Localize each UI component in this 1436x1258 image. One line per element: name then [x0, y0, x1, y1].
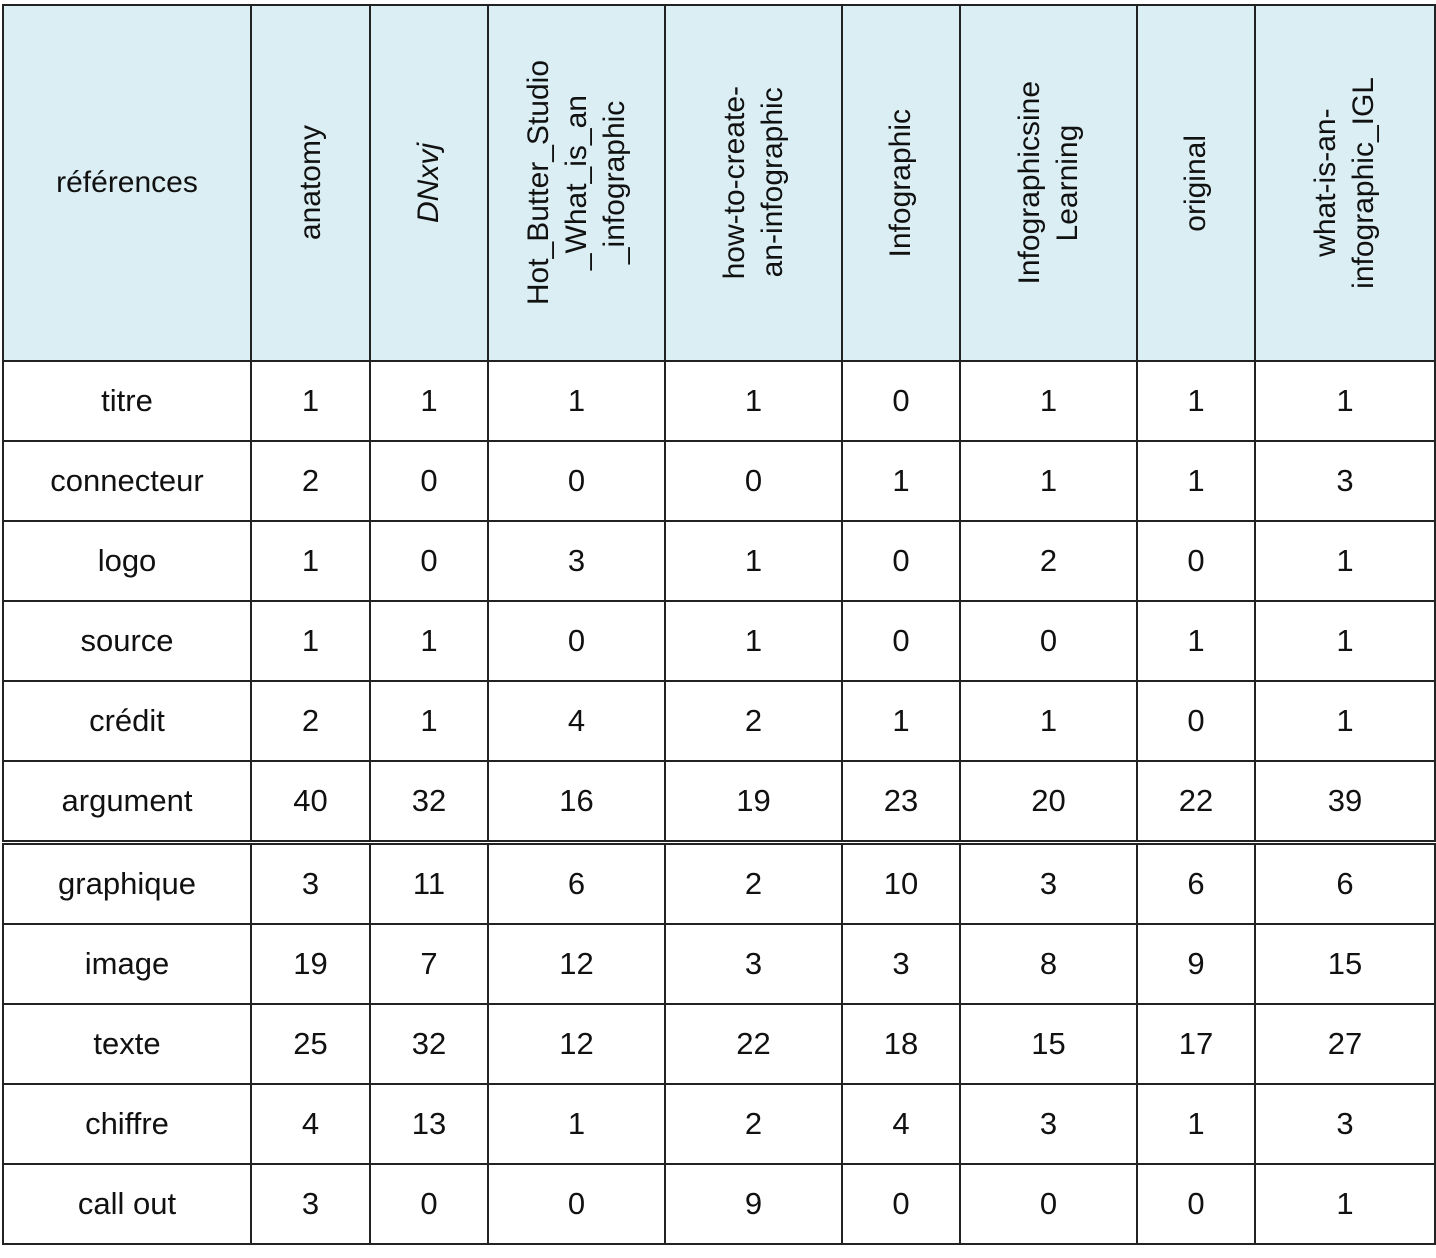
column-header-wrapper: [371, 6, 487, 360]
row-label: connecteur: [3, 441, 251, 521]
table-cell: 0: [960, 601, 1137, 681]
table-cell: 0: [960, 1164, 1137, 1244]
references-table: [2, 4, 1436, 1245]
table-cell: 1: [251, 361, 370, 441]
table-row: [3, 761, 1435, 843]
table-cell: 1: [665, 521, 842, 601]
table-cell: 3: [251, 1164, 370, 1244]
row-label: logo: [3, 521, 251, 601]
table-cell: 1: [1255, 1164, 1435, 1244]
table-cell: 2: [665, 681, 842, 761]
row-label: texte: [3, 1004, 251, 1084]
table-cell: 0: [370, 441, 488, 521]
table-cell: 1: [1137, 601, 1255, 681]
header-row: [3, 5, 1435, 361]
table-cell: 19: [251, 924, 370, 1004]
column-header: [488, 5, 665, 361]
table-cell: 15: [960, 1004, 1137, 1084]
table-cell: 12: [488, 924, 665, 1004]
table-cell: 1: [1255, 361, 1435, 441]
table-cell: 3: [1255, 1084, 1435, 1164]
table-cell: 0: [488, 1164, 665, 1244]
table-cell: 19: [665, 761, 842, 843]
table-cell: 1: [960, 441, 1137, 521]
table-cell: 1: [251, 521, 370, 601]
table-cell: 4: [842, 1084, 960, 1164]
column-header: [370, 5, 488, 361]
table-cell: 6: [1137, 843, 1255, 925]
column-header: [960, 5, 1137, 361]
column-header-label: anatomy: [293, 125, 327, 241]
table-cell: 0: [665, 441, 842, 521]
table-cell: 4: [488, 681, 665, 761]
row-label: titre: [3, 361, 251, 441]
table-cell: 1: [370, 601, 488, 681]
table-cell: 0: [842, 1164, 960, 1244]
table-cell: 2: [665, 843, 842, 925]
table-cell: 18: [842, 1004, 960, 1084]
table-cell: 39: [1255, 761, 1435, 843]
row-label: chiffre: [3, 1084, 251, 1164]
table-cell: 1: [370, 361, 488, 441]
table-cell: 1: [370, 681, 488, 761]
table-cell: 1: [1255, 521, 1435, 601]
table-cell: 9: [1137, 924, 1255, 1004]
table-cell: 0: [1137, 681, 1255, 761]
column-header: [251, 5, 370, 361]
column-header-wrapper: [1256, 6, 1434, 360]
table-row: [3, 924, 1435, 1004]
row-label: crédit: [3, 681, 251, 761]
table-cell: 3: [960, 843, 1137, 925]
column-header-wrapper: [961, 6, 1136, 360]
table-cell: 0: [488, 601, 665, 681]
corner-header: références: [3, 5, 251, 361]
table-cell: 17: [1137, 1004, 1255, 1084]
column-header-wrapper: [666, 6, 841, 360]
table-row: [3, 601, 1435, 681]
table-cell: 7: [370, 924, 488, 1004]
table-cell: 1: [1137, 441, 1255, 521]
table-cell: 27: [1255, 1004, 1435, 1084]
table-body: [3, 361, 1435, 1244]
column-header-wrapper: [489, 6, 664, 360]
column-header: [1137, 5, 1255, 361]
table-cell: 3: [251, 843, 370, 925]
table-cell: 3: [665, 924, 842, 1004]
table-cell: 0: [370, 521, 488, 601]
table-cell: 6: [488, 843, 665, 925]
table-cell: 0: [370, 1164, 488, 1244]
table-row: [3, 1084, 1435, 1164]
column-header-label: how-to-create- an-infographic: [717, 86, 789, 280]
table-row: [3, 441, 1435, 521]
table-cell: 22: [665, 1004, 842, 1084]
column-header-wrapper: [1138, 6, 1254, 360]
table-cell: 2: [665, 1084, 842, 1164]
column-header: [665, 5, 842, 361]
table-cell: 32: [370, 1004, 488, 1084]
table-row: [3, 681, 1435, 761]
table-cell: 4: [251, 1084, 370, 1164]
table-cell: 1: [842, 441, 960, 521]
table-cell: 3: [488, 521, 665, 601]
row-label: argument: [3, 761, 251, 843]
column-header-label: Infographic: [884, 108, 917, 258]
table-cell: 15: [1255, 924, 1435, 1004]
column-header-label: what-is-an- infographic_IGL: [1309, 77, 1380, 289]
table-cell: 1: [1137, 361, 1255, 441]
table-cell: 0: [1137, 521, 1255, 601]
table-cell: 10: [842, 843, 960, 925]
table-row: [3, 521, 1435, 601]
row-label: source: [3, 601, 251, 681]
column-header-label: Infographicsine Learning: [1012, 81, 1084, 285]
column-header-label: Hot_Butter_Studio _What_is_an _infographic: [521, 60, 631, 306]
table-cell: 1: [842, 681, 960, 761]
table-cell: 11: [370, 843, 488, 925]
table-cell: 32: [370, 761, 488, 843]
table-cell: 22: [1137, 761, 1255, 843]
table-cell: 1: [1255, 681, 1435, 761]
table-cell: 0: [488, 441, 665, 521]
table-cell: 1: [960, 361, 1137, 441]
table-cell: 1: [665, 361, 842, 441]
row-label: graphique: [3, 843, 251, 925]
table-cell: 0: [842, 361, 960, 441]
column-header: [1255, 5, 1435, 361]
table-row: [3, 1004, 1435, 1084]
column-header-label: original: [1179, 134, 1212, 232]
table-cell: 1: [960, 681, 1137, 761]
table-cell: 13: [370, 1084, 488, 1164]
table-cell: 3: [1255, 441, 1435, 521]
table-cell: 1: [488, 1084, 665, 1164]
table-cell: 2: [960, 521, 1137, 601]
table-row: [3, 843, 1435, 925]
column-header-wrapper: [252, 6, 369, 360]
table-cell: 40: [251, 761, 370, 843]
table-cell: 9: [665, 1164, 842, 1244]
table-cell: 0: [1137, 1164, 1255, 1244]
table-cell: 8: [960, 924, 1137, 1004]
column-header-label: DNxvj: [412, 143, 445, 223]
table-cell: 2: [251, 681, 370, 761]
table-cell: 3: [842, 924, 960, 1004]
row-label: call out: [3, 1164, 251, 1244]
table-cell: 23: [842, 761, 960, 843]
table-cell: 0: [842, 601, 960, 681]
table-cell: 1: [665, 601, 842, 681]
table-cell: 12: [488, 1004, 665, 1084]
table-cell: 1: [1137, 1084, 1255, 1164]
table-cell: 1: [488, 361, 665, 441]
table-cell: 1: [1255, 601, 1435, 681]
table-cell: 16: [488, 761, 665, 843]
column-header-wrapper: [843, 6, 959, 360]
table-cell: 3: [960, 1084, 1137, 1164]
table-row: [3, 361, 1435, 441]
table-cell: 1: [251, 601, 370, 681]
column-header: [842, 5, 960, 361]
table-cell: 25: [251, 1004, 370, 1084]
row-label: image: [3, 924, 251, 1004]
table-cell: 2: [251, 441, 370, 521]
table-row: [3, 1164, 1435, 1244]
table-cell: 0: [842, 521, 960, 601]
table-cell: 6: [1255, 843, 1435, 925]
table-cell: 20: [960, 761, 1137, 843]
